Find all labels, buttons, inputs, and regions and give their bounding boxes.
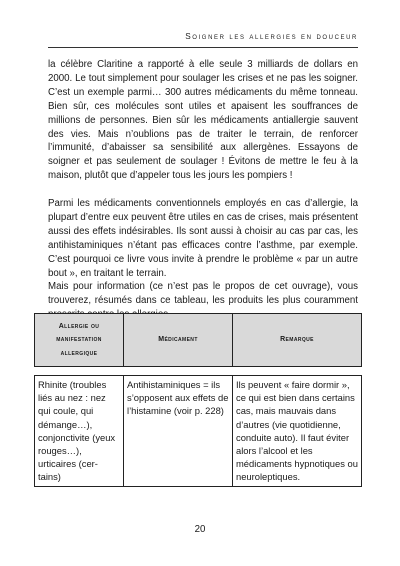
header-medication: Médicament: [124, 314, 233, 367]
medication-table: [34, 313, 362, 487]
cell-condition: Rhinite (troubles liés au nez : nez qui coule, qui démange…), conjonctivite (yeux rouges…), urticaires (cer-tains): [35, 376, 124, 487]
paragraph-2: Parmi les médicaments conventionnels employés en cas d’allergie, la plupart d’entre eux peuvent être utiles en cas de crises, mais présentent aussi des effets indésirables. Ils sont aussi à choisir au cas par cas, les antihistaminiques n’étant pas efficaces contre l’asthme, par exemple. C’est pourquoi ce livre vous invite à prendre le problème « par un autre bout », en traitant le terrain.: [48, 198, 358, 279]
table-header-row: [35, 314, 362, 367]
table-spacer: [35, 367, 362, 376]
cell-drug: Antihistaminiques = ils s’opposent aux effets de l’histamine (voir p. 228): [124, 376, 233, 487]
table-row: [35, 376, 362, 487]
page-number: 20: [194, 524, 206, 535]
paragraph-3: Mais pour information (ce n’est pas le propos de cet ouvrage), vous trouverez, résumés dans ce tableau, les produits les plus couramment: [48, 281, 358, 307]
header-rule: [48, 47, 358, 48]
paragraph-1: la célèbre Claritine a rapporté à elle seule 3 milliards de dollars en 2000. Le tout simplement pour soulager les crises et ne pas les soigner. C’est un exemple parmi… 300 autres médicaments du même tonneau. Bien sûr, ces molécules sont utiles et apaisent les souffrances de millions de personnes. Bien sûr les médicaments antiallergie sauvent des vies. Mais n’oublions pas de traiter le terrain, de renforcer l’immunité, d’abaisser sa sensibilité aux allergènes. Essayons de soigner et pas seulement de soulager ! Évitons de mettre le feu à la maison, plutôt que d’appeler tous les jours les pompiers !: [48, 59, 358, 182]
header-remark: Remarque: [233, 314, 362, 367]
running-header: Soigner les allergies en douceur: [185, 32, 358, 41]
body-text: [48, 58, 358, 322]
cell-remark: Ils peuvent « faire dormir », ce qui est bien dans certains cas, mais mauvais dans d’autres (vie quotidienne, conduite auto). Il faut éviter alors l’alcool et les médicaments hypnotiques ou neuroleptiques.: [233, 376, 362, 487]
header-allergy: Allergie ou manifestation allergique: [35, 314, 124, 367]
